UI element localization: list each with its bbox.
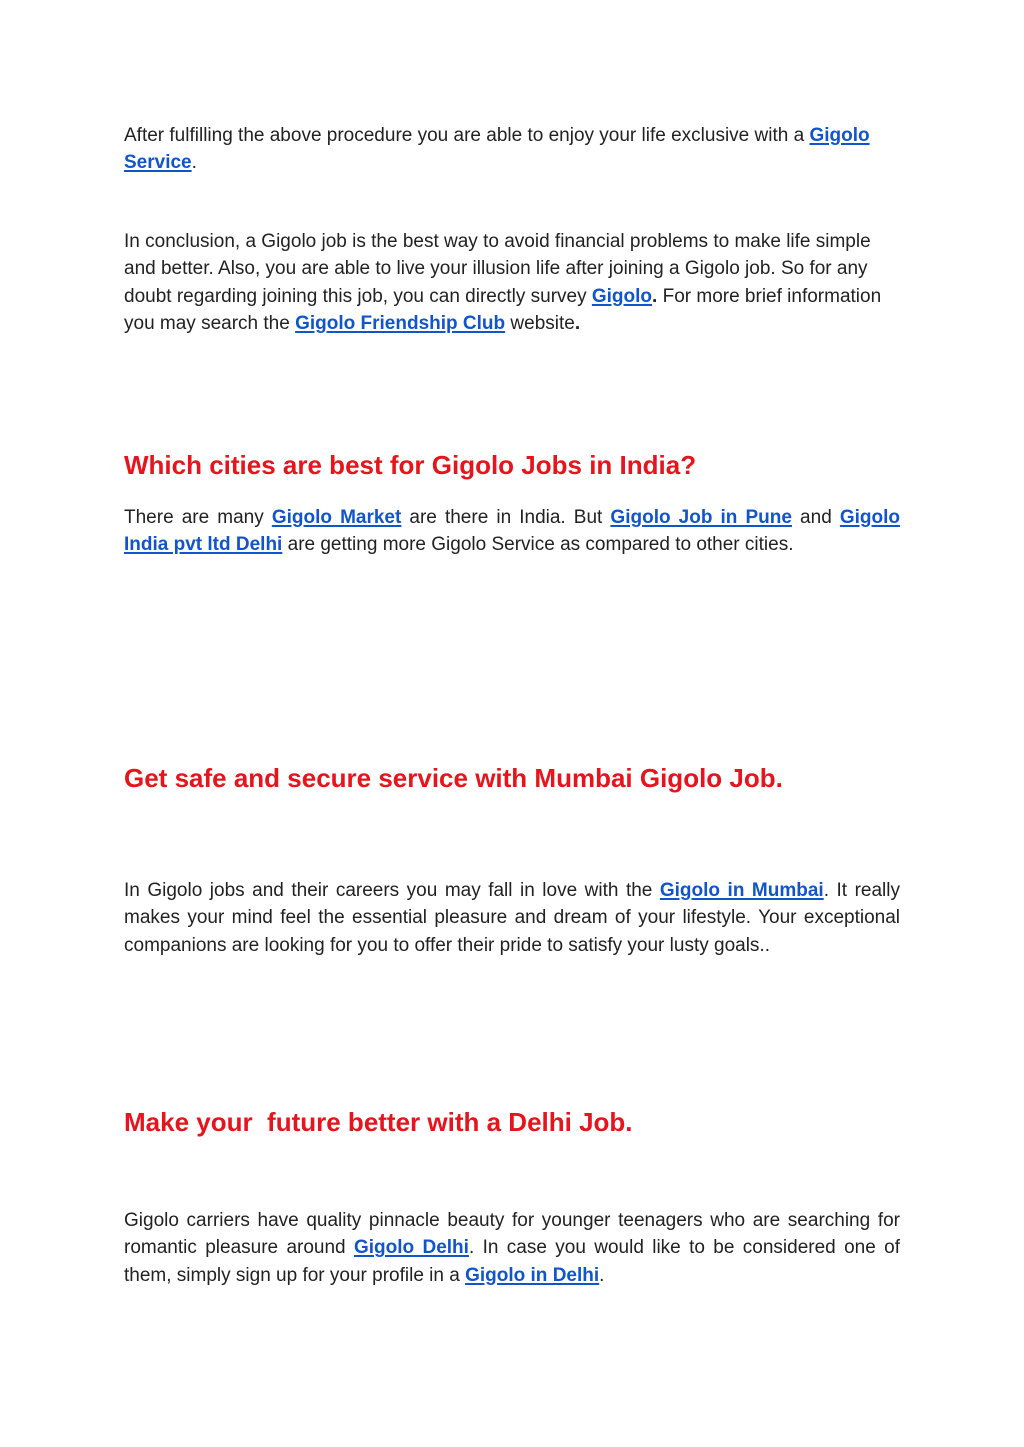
paragraph-gigolo-service: [124, 122, 900, 177]
link-gigolo-delhi[interactable]: Gigolo Delhi: [353, 1237, 469, 1259]
link-gigolo-service[interactable]: Gigolo Service: [124, 125, 870, 174]
paragraph-mumbai: [124, 877, 900, 959]
link-gigolo-in-delhi[interactable]: Gigolo in Delhi: [465, 1264, 600, 1286]
link-gigolo-market[interactable]: Gigolo Market: [271, 507, 402, 528]
paragraph-conclusion: [124, 228, 900, 337]
paragraph-text: .: [191, 152, 197, 174]
heading-best-cities: Which cities are best for Gigolo Jobs in India?: [124, 450, 697, 480]
paragraph-text: are getting more Gigolo Service as compared to other cities.: [282, 534, 794, 556]
paragraph-text: .: [574, 312, 581, 334]
link-gigolo-in-mumbai[interactable]: Gigolo in Mumbai: [659, 880, 824, 901]
paragraph-delhi: [124, 1207, 900, 1289]
paragraph-text: and: [791, 507, 840, 528]
paragraph-text: In Gigolo jobs and their careers you may fall in love with the: [124, 880, 660, 901]
heading-delhi-job: Make your future better with a Delhi Job.: [124, 1107, 633, 1137]
paragraph-text: . It really makes your mind feel the essential pleasure and dream of your lifestyle. Your exceptional companions are looking for you to offer their pride to satisfy your lusty goals..: [124, 880, 900, 956]
link-gigolo-job-in-pune[interactable]: Gigolo Job in Pune: [610, 507, 792, 528]
paragraph-text: There are many: [124, 507, 272, 528]
link-gigolo[interactable]: Gigolo: [591, 285, 653, 307]
paragraph-text: After fulfilling the above procedure you are able to enjoy your life exclusive with a: [124, 125, 810, 146]
paragraph-text: website: [505, 312, 575, 334]
paragraph-text: Gigolo carriers have quality pinnacle beauty for younger teenagers who are searching for romantic pleasure around: [124, 1210, 900, 1259]
paragraph-gigolo-market: [124, 504, 900, 559]
paragraph-text: are there in India. But: [401, 507, 611, 528]
heading-mumbai-gigolo-job: Get safe and secure service with Mumbai Gigolo Job.: [124, 763, 783, 793]
paragraph-text: . In case you would like to be considered one of them, simply sign up for your profile in a: [124, 1237, 900, 1286]
paragraph-text: .: [599, 1264, 605, 1286]
paragraph-text: In conclusion, a Gigolo job is the best way to avoid financial problems to make life simple and better. Also, you are able to live your illusion life after joining a Gigolo job. So for any doubt regarding joining this job, you can directly survey: [124, 231, 871, 307]
link-gigolo-india-pvt-ltd-delhi[interactable]: Gigolo India pvt ltd Delhi: [124, 507, 901, 556]
paragraph-text: For more brief information you may search the: [124, 285, 882, 334]
link-gigolo-friendship-club[interactable]: Gigolo Friendship Club: [295, 312, 506, 334]
paragraph-text: .: [652, 285, 658, 307]
